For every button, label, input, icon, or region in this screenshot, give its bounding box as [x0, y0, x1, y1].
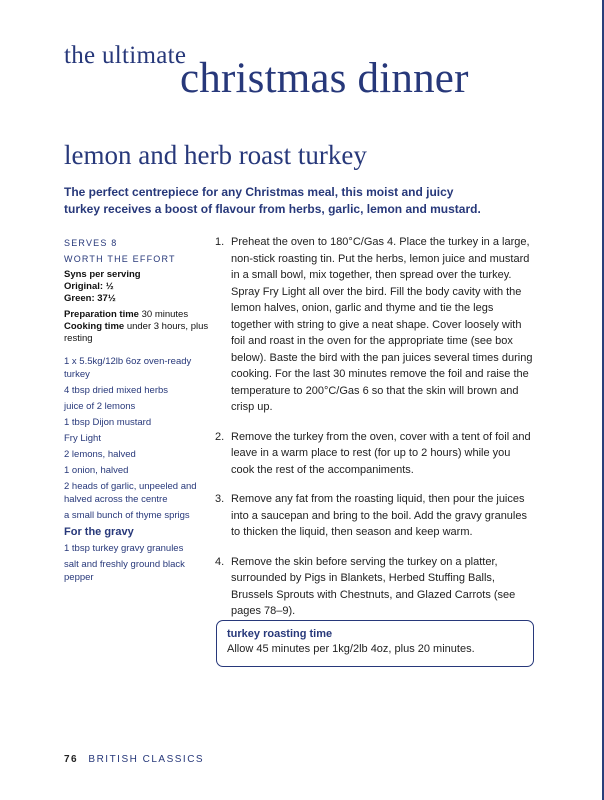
- effort-label: WORTH THE EFFORT: [64, 254, 176, 264]
- ingredient-item: 4 tbsp dried mixed herbs: [64, 385, 169, 396]
- syns-label: Syns per serving: [64, 269, 141, 280]
- method-steps: [215, 234, 535, 633]
- step-text: Remove the turkey from the oven, cover with a tent of foil and leave in a warm place to rest (for up to 2 hours) while you cook the rest of the accompaniments.: [231, 430, 531, 476]
- prep-time: [64, 309, 214, 321]
- ingredient-item: 1 onion, halved: [64, 465, 129, 476]
- step-text: Remove any fat from the roasting liquid, then pour the juices into a saucepan and bring to the boil. Add the gravy granules to thicken the liquid, then season and keep warm.: [231, 493, 527, 538]
- ingredient-item: 1 tbsp Dijon mustard: [64, 417, 152, 428]
- ingredient-item: 2 lemons, halved: [64, 449, 136, 460]
- step-text: Remove the skin before serving the turkey on a platter, surrounded by Pigs in Blankets, Herbed Stuffing Balls, Brussels Sprouts with Chestnuts, and Glazed Carrots (see pages 78–9).: [231, 555, 516, 617]
- serves-label: SERVES 8: [64, 238, 118, 248]
- ingredient-item: 1 x 5.5kg/12lb 6oz oven-ready turkey: [64, 356, 192, 380]
- syns-green: [64, 293, 214, 305]
- prep-label: Preparation time: [64, 309, 139, 320]
- green-label: Green:: [64, 293, 95, 304]
- method-step: [215, 234, 535, 416]
- cook-value: under 3 hours, plus resting: [64, 321, 209, 344]
- ingredient-item: juice of 2 lemons: [64, 401, 136, 412]
- method-step: [215, 554, 535, 620]
- syns-original: [64, 281, 214, 293]
- prep-value: 30 minutes: [141, 309, 189, 320]
- roasting-time-text: Allow 45 minutes per 1kg/2lb 4oz, plus 20 minutes.: [227, 643, 475, 655]
- syns-heading: [64, 269, 214, 281]
- section-name: BRITISH CLASSICS: [88, 754, 205, 765]
- recipe-title: lemon and herb roast turkey: [64, 140, 367, 170]
- step-number: 1.: [215, 236, 225, 248]
- header-line-1: the ultimate: [64, 42, 187, 69]
- step-number: 4.: [215, 555, 225, 568]
- cook-time: [64, 321, 214, 345]
- step-text: Preheat the oven to 180°C/Gas 4. Place the turkey in a large, non-stick roasting tin. Put the herbs, lemon juice and mustard in a small bowl, mix together, then spread over the turkey. Spray Fry Light all over the bird. Fill the body cavity with the lemon halves, onion, garlic and thyme and tie the legs together with string to give a neat shape. Cover loosely with foil and roast in the oven for the appropriate time (see box below). Baste the bird with the pan juices several times during cooking. For the last 30 minutes remove the foil and raise the temperature to 200°C/Gas 6 so that the skin will brown and crisp up.: [231, 236, 533, 413]
- ingredient-item: 2 heads of garlic, unpeeled and halved across the centre: [64, 481, 197, 505]
- original-label: Original:: [64, 281, 104, 292]
- page-number: 76: [64, 754, 79, 765]
- roasting-time-box: [216, 620, 534, 667]
- recipe-intro: The perfect centrepiece for any Christmas meal, this moist and juicy turkey receives a boost of flavour from herbs, garlic, lemon and mustard.: [64, 185, 481, 216]
- method-step: [215, 491, 535, 541]
- header-line-2: christmas dinner: [180, 55, 469, 102]
- ingredient-list: [64, 355, 214, 584]
- roasting-time-title: turkey roasting time: [227, 628, 333, 640]
- gravy-ingredient-item: 1 tbsp turkey gravy granules: [64, 543, 184, 554]
- recipe-sidebar: [64, 237, 214, 587]
- method-step: [215, 429, 535, 479]
- gravy-heading: For the gravy: [64, 526, 134, 538]
- green-value: 37½: [97, 293, 116, 304]
- ingredient-item: Fry Light: [64, 433, 101, 444]
- cook-label: Cooking time: [64, 321, 125, 332]
- step-number: 3.: [215, 493, 225, 505]
- step-number: 2.: [215, 430, 225, 443]
- original-value: ½: [105, 281, 114, 292]
- page-footer: [64, 754, 204, 765]
- ingredient-item: a small bunch of thyme sprigs: [64, 510, 190, 521]
- gravy-ingredient-item: salt and freshly ground black pepper: [64, 559, 185, 583]
